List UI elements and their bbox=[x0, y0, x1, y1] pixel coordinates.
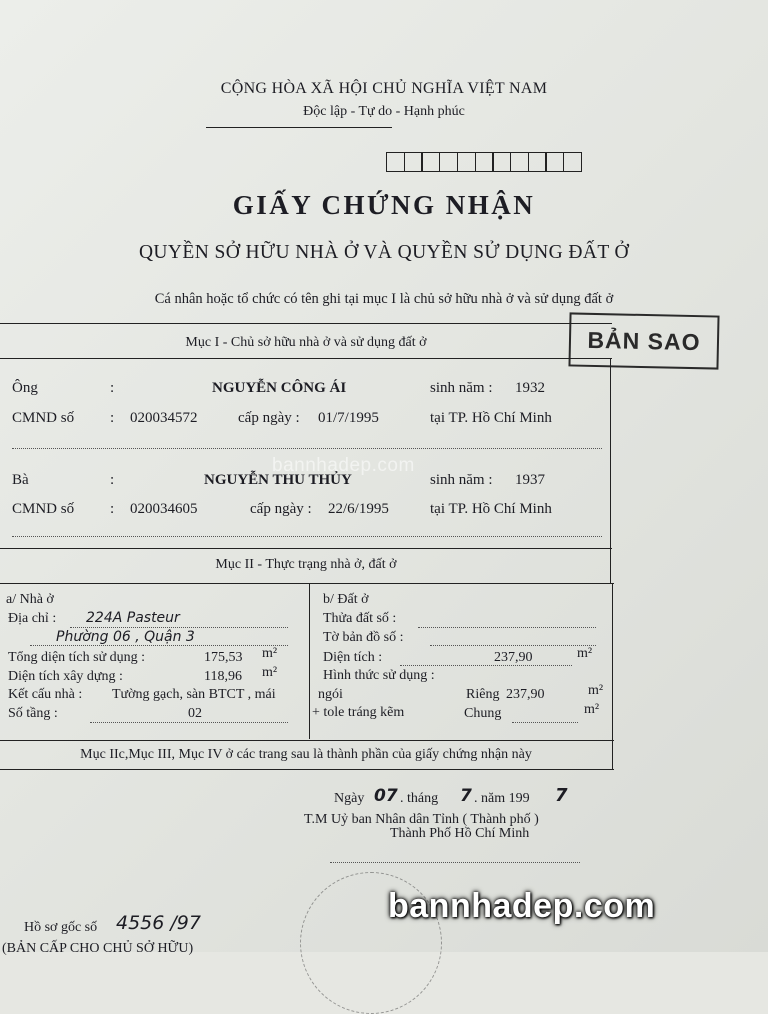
land-area-unit: m² bbox=[577, 646, 593, 661]
copy-stamp: BẢN SAO bbox=[568, 312, 719, 369]
owner2-title: Bà bbox=[12, 472, 29, 488]
dotted-line bbox=[70, 627, 288, 628]
total-area-unit: m² bbox=[262, 646, 278, 661]
nation-header: CỘNG HÒA XÃ HỘI CHỦ NGHĨA VIỆT NAM bbox=[220, 80, 548, 97]
rule bbox=[612, 583, 613, 769]
total-area: 175,53 bbox=[204, 650, 243, 665]
owner2-id-label: CMND số bbox=[12, 501, 75, 517]
date-year-label: . năm 199 bbox=[474, 791, 530, 806]
owner2-id-colon: : bbox=[110, 501, 115, 517]
structure-value: Tường gạch, sàn BTCT , mái bbox=[112, 687, 276, 702]
authority: T.M Uỷ ban Nhân dân Tỉnh ( Thành phố ) bbox=[304, 812, 539, 827]
use-form-label: Hình thức sử dụng : bbox=[323, 668, 435, 683]
dotted-line bbox=[418, 627, 596, 628]
date-day-label: Ngày bbox=[334, 791, 365, 806]
owner1-birth-year: 1932 bbox=[515, 380, 545, 396]
intro-text: Cá nhân hoặc tổ chức có tên ghi tại mục I là chủ sở hữu nhà ở và sử dụng đất ở bbox=[154, 291, 614, 307]
roof-continued-2: + tole tráng kẽm bbox=[312, 705, 405, 720]
owner1-place: tại TP. Hồ Chí Minh bbox=[430, 410, 552, 426]
private-area: 237,90 bbox=[506, 687, 545, 702]
roof-continued: ngói bbox=[318, 687, 343, 702]
owner1-birth-label: sinh năm : bbox=[430, 380, 493, 396]
house-heading: a/ Nhà ở bbox=[6, 592, 54, 607]
owner1-id-label: CMND số bbox=[12, 410, 75, 426]
rule bbox=[0, 740, 614, 741]
date-day: 07 bbox=[374, 786, 398, 806]
certificate-title: GIẤY CHỨNG NHẬN bbox=[232, 190, 536, 220]
built-area-unit: m² bbox=[262, 665, 278, 680]
shared-label: Chung bbox=[464, 706, 502, 721]
shared-area-unit: m² bbox=[584, 702, 600, 717]
owner1-title: Ông bbox=[12, 380, 38, 396]
land-area-label: Diện tích : bbox=[323, 650, 383, 665]
rule bbox=[0, 769, 614, 770]
address-line2: Phường 06 , Quận 3 bbox=[56, 629, 195, 645]
dotted-line bbox=[30, 645, 288, 646]
floors-label: Số tầng : bbox=[8, 706, 58, 721]
address-label: Địa chỉ : bbox=[8, 611, 57, 626]
rule bbox=[0, 583, 614, 584]
continuation-note: Mục IIc,Mục III, Mục IV ở các trang sau là thành phần của giấy chứng nhận này bbox=[80, 747, 532, 762]
owner2-issue-label: cấp ngày : bbox=[250, 501, 312, 517]
map-label: Tờ bản đồ số : bbox=[323, 630, 404, 645]
total-area-label: Tổng diện tích sử dụng : bbox=[8, 650, 146, 665]
logo-watermark: bannhadep.com bbox=[388, 887, 656, 925]
structure-label: Kết cấu nhà : bbox=[8, 687, 83, 702]
owner1-name: NGUYỄN CÔNG ÁI bbox=[212, 380, 347, 396]
owner2-place: tại TP. Hồ Chí Minh bbox=[430, 501, 552, 517]
serial-number-boxes bbox=[386, 152, 581, 172]
file-number: 4556 /97 bbox=[116, 912, 201, 934]
dotted-line bbox=[512, 722, 578, 723]
motto-underline bbox=[206, 127, 392, 128]
site-watermark: bannhadep.com bbox=[272, 455, 415, 476]
rule bbox=[0, 548, 612, 549]
owner1-issue-date: 01/7/1995 bbox=[318, 410, 379, 426]
floors: 02 bbox=[188, 706, 202, 721]
owner2-name: NGUYỄN THU THỦY bbox=[204, 472, 352, 488]
address-line1: 224A Pasteur bbox=[86, 610, 180, 626]
date-year-digit: 7 bbox=[555, 785, 568, 806]
rule bbox=[309, 583, 310, 739]
owner2-id-number: 020034605 bbox=[130, 501, 198, 517]
dotted-line bbox=[12, 448, 602, 449]
date-month: 7 bbox=[460, 786, 472, 806]
dotted-line bbox=[400, 665, 572, 666]
dotted-line bbox=[430, 645, 596, 646]
land-area: 237,90 bbox=[494, 650, 533, 665]
owner2-colon: : bbox=[110, 472, 115, 488]
owner2-birth-label: sinh năm : bbox=[430, 472, 493, 488]
owner2-birth-year: 1937 bbox=[515, 472, 545, 488]
owner2-issue-date: 22/6/1995 bbox=[328, 501, 389, 517]
built-area-label: Diện tích xây dựng : bbox=[8, 669, 123, 684]
owner1-issue-label: cấp ngày : bbox=[238, 410, 300, 426]
section2-heading: Mục II - Thực trạng nhà ở, đất ở bbox=[215, 557, 397, 572]
owner1-colon: : bbox=[110, 380, 115, 396]
land-heading: b/ Đất ở bbox=[323, 592, 369, 607]
rule bbox=[0, 323, 612, 324]
private-area-unit: m² bbox=[588, 683, 604, 698]
motto: Độc lập - Tự do - Hạnh phúc bbox=[303, 104, 465, 119]
date-month-label: . tháng bbox=[400, 791, 439, 806]
dotted-line bbox=[330, 862, 580, 863]
plot-label: Thửa đất số : bbox=[323, 611, 397, 626]
rule bbox=[610, 358, 611, 584]
owner1-id-number: 020034572 bbox=[130, 410, 198, 426]
owner1-id-colon: : bbox=[110, 410, 115, 426]
certificate-subtitle: QUYỀN SỞ HỮU NHÀ Ở VÀ QUYỀN SỬ DỤNG ĐẤT Ở bbox=[138, 242, 630, 263]
rule bbox=[0, 358, 612, 359]
built-area: 118,96 bbox=[204, 669, 242, 684]
file-label: Hồ sơ gốc số bbox=[24, 920, 98, 935]
authority-city: Thành Phố Hồ Chí Minh bbox=[390, 826, 530, 841]
dotted-line bbox=[90, 722, 288, 723]
private-label: Riêng bbox=[466, 687, 500, 702]
issued-to: (BẢN CẤP CHO CHỦ SỞ HỮU) bbox=[2, 941, 194, 956]
dotted-line bbox=[12, 536, 602, 537]
section1-heading: Mục I - Chủ sở hữu nhà ở và sử dụng đất ở bbox=[185, 335, 427, 350]
